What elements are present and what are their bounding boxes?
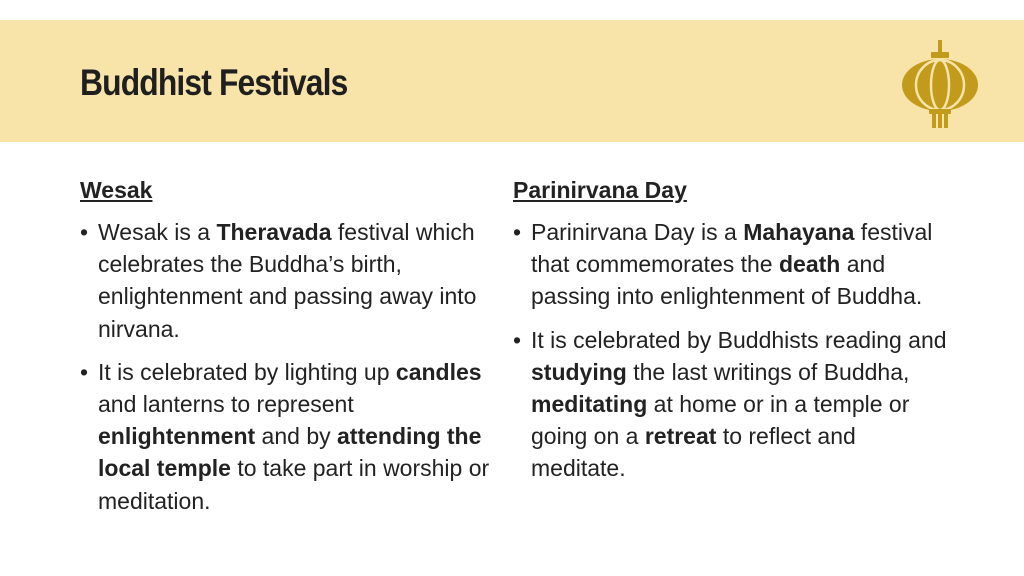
parinirvana-bullet-1: • Parinirvana Day is a Mahayana festival that commemorates the death and passing into enlightenment of Buddha. [513, 216, 953, 313]
wesak-bullet-2: • It is celebrated by lighting up candles and lanterns to represent enlightenment and by attending the local temple to take part in worship or meditation. [80, 356, 510, 517]
wesak-bullet-1: • Wesak is a Theravada festival which celebrates the Buddha’s birth, enlightenment and passing away into nirvana. [80, 216, 510, 345]
wesak-column [80, 174, 510, 528]
parinirvana-heading: Parinirvana Day [513, 177, 687, 203]
page-title: Buddhist Festivals [80, 62, 348, 103]
parinirvana-column [513, 174, 953, 496]
parinirvana-bullet-2: • It is celebrated by Buddhists reading and studying the last writings of Buddha, meditating at home or in a temple or going on a retreat to reflect and meditate. [513, 324, 953, 485]
wesak-heading: Wesak [80, 177, 153, 203]
lantern-icon [898, 40, 982, 132]
